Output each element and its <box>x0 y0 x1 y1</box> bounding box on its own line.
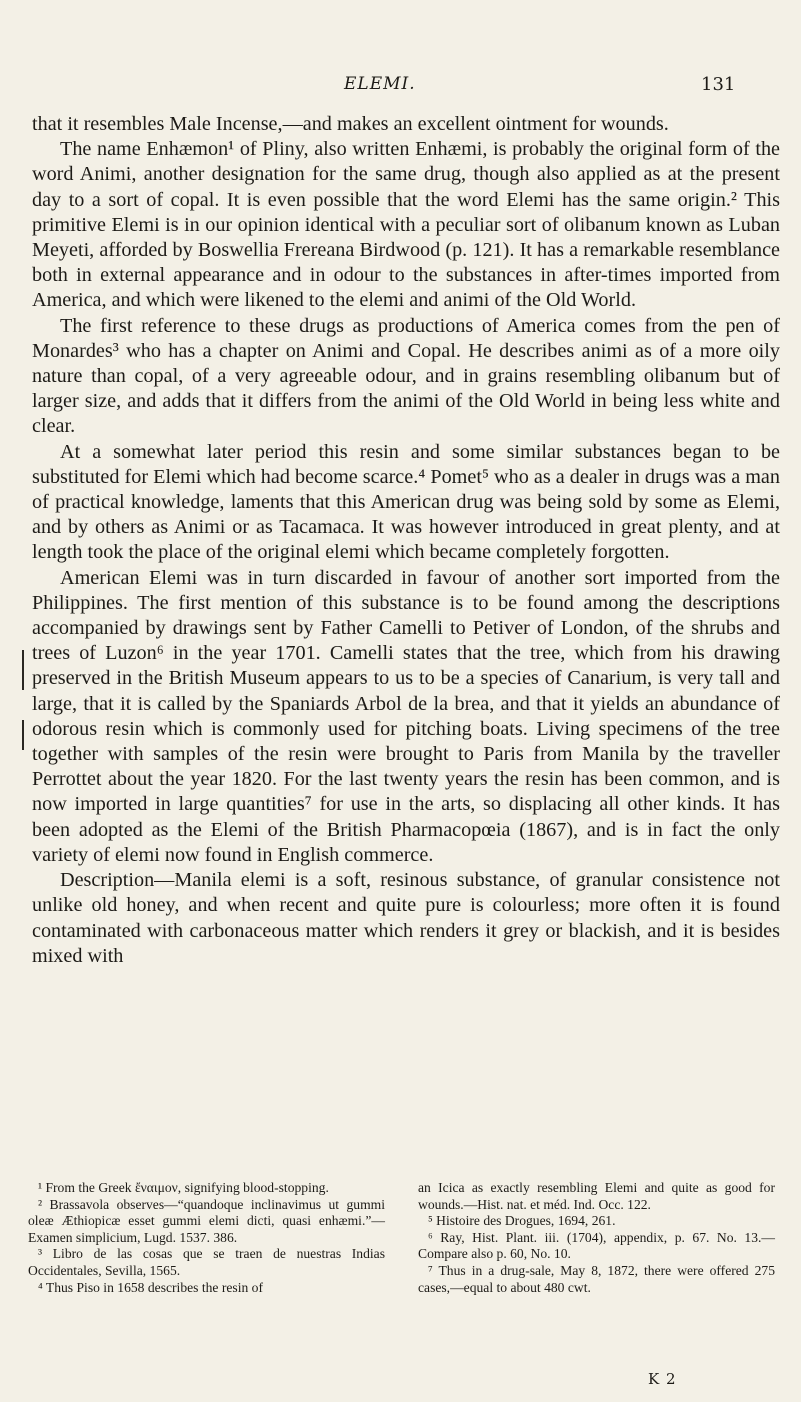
footnote-5: ⁵ Histoire des Drogues, 1694, 261. <box>428 1213 616 1229</box>
footnote-3: ³ Libro de las cosas que se traen de nuestras Indias Occidentales, Sevilla, 1565. <box>28 1246 385 1278</box>
running-head <box>0 74 801 104</box>
paragraph-4: At a somewhat later period this resin and some similar substances began to be substituted for Elemi which had become scarce.⁴ Pomet⁵ who as a dealer in drugs was a man of practical knowledge, laments that this American drug was being sold by some as Elemi, and by others as Animi or as Tacamaca. It was however introduced in great plenty, and at length took the place of the original elemi which became completely forgotten. <box>32 440 780 564</box>
footnote-4-continued: an Icica as exactly resembling Elemi and quite as good for wounds.—Hist. nat. et méd. Ind. Occ. 122. <box>418 1180 775 1212</box>
margin-bracket-mark <box>22 720 24 750</box>
margin-bracket-mark <box>22 650 24 690</box>
paragraph-2: The name Enhæmon¹ of Pliny, also written Enhæmi, is probably the original form of the word Animi, another designation for the same drug, though also applied as at the present day to a sort of copal. It is even possible that the word Elemi has the same origin.² This primitive Elemi is in our opinion identical with a peculiar sort of olibanum known as Luban Meyeti, afforded by Boswellia Frereana Birdwood (p. 121). It has a remarkable resemblance both in external appearance and in odour to the substances in after-times imported from America, and which were likened to the elemi and animi of the Old World. <box>32 138 780 312</box>
footnote-1: ¹ From the Greek ἔναιμον, signifying blood-stopping. <box>38 1180 329 1195</box>
footnote-6: ⁶ Ray, Hist. Plant. iii. (1704), appendix, p. 67. No. 13.—Compare also p. 60, No. 10. <box>418 1229 775 1262</box>
paragraph-3: The first reference to these drugs as productions of America comes from the pen of Monardes³ who has a chapter on Animi and Copal. He describes animi as of a more oily nature than copal, of a very agreeable odour, and in grains resembling olibanum but of larger size, and adds that it differs from the animi of the Old World in being less white and clear. <box>32 314 780 438</box>
page-number: 131 <box>701 74 736 95</box>
footnotes-right-column <box>418 1180 775 1296</box>
paragraph-5: American Elemi was in turn discarded in favour of another sort imported from the Philippines. The first mention of this substance is to be found among the descriptions accompanied by drawings sent by Father Camelli to Petiver of London, of the shrubs and trees of Luzon⁶ in the year 1701. Camelli states that the tree, which from his drawing preserved in the British Museum appears to us to be a species of Canarium, is very tall and large, that it is called by the Spaniards Arbol de la brea, and that it yields an abundance of odorous resin which is commonly used for pitching boats. Living specimens of the tree together with samples of the resin were brought to Paris from Manila by the traveller Perrottet about the year 1820. For the last twenty years the resin has been common, and is now imported in large quantities⁷ for use in the arts, so displacing all other kinds. It has been adopted as the Elemi of the British Pharmacopœia (1867), and is in fact the only variety of elemi now found in English commerce. <box>32 566 780 866</box>
running-title: ELEMI. <box>344 74 416 94</box>
signature-mark: K 2 <box>648 1370 677 1388</box>
footnotes-left-column <box>28 1180 385 1296</box>
paragraph-6: Description—Manila elemi is a soft, resinous substance, of granular consistence not unlike old honey, and when recent and quite pure is colourless; more often it is found contaminated with carbonaceous matter which renders it grey or blackish, and it is besides mixed with <box>32 869 780 967</box>
body-text <box>32 112 780 969</box>
paragraph-1: that it resembles Male Incense,—and makes an excellent ointment for wounds. <box>32 113 669 135</box>
footnote-4: ⁴ Thus Piso in 1658 describes the resin of <box>38 1279 263 1295</box>
footnote-2: ² Brassavola observes—“quandoque inclinavimus ut gummi oleæ Æthiopicæ esset gummi elemi dicti, quasi enhæmi.”—Examen simplicium, Lugd. 1537. 386. <box>28 1196 385 1245</box>
footnote-7: ⁷ Thus in a drug-sale, May 8, 1872, there were offered 275 cases,—equal to about 480 cwt. <box>418 1262 775 1295</box>
